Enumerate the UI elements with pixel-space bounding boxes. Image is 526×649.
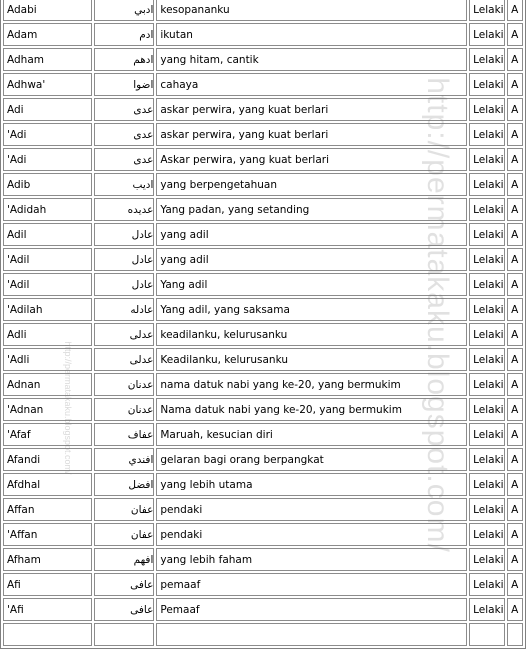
name-cell: Adam: [3, 23, 92, 46]
table-row: [3, 373, 523, 396]
table-row: [3, 498, 523, 521]
table-row: [3, 448, 523, 471]
arabic-name-cell: عادل: [94, 223, 154, 246]
name-cell: Afi: [3, 573, 92, 596]
meaning-cell: ikutan: [156, 23, 467, 46]
letter-cell: A: [507, 223, 523, 246]
table-row: [3, 398, 523, 421]
arabic-name-cell: عدلى: [94, 323, 154, 346]
name-cell: Afdhal: [3, 473, 92, 496]
table-row: [3, 173, 523, 196]
letter-cell: A: [507, 23, 523, 46]
meaning-cell: pendaki: [156, 498, 467, 521]
table-row: [3, 198, 523, 221]
table-row: [3, 223, 523, 246]
gender-cell: Lelaki: [469, 223, 505, 246]
table-row: [3, 23, 523, 46]
name-cell: Afandi: [3, 448, 92, 471]
name-cell: Adhwa': [3, 73, 92, 96]
arabic-name-cell: عادل: [94, 273, 154, 296]
table-row: [3, 123, 523, 146]
watermark-large: http://permatakaku.blogspot.com/: [421, 77, 454, 553]
name-cell: 'Adil: [3, 273, 92, 296]
table-row: [3, 523, 523, 546]
table-row: [3, 273, 523, 296]
meaning-cell: Keadilanku, kelurusanku: [156, 348, 467, 371]
meaning-cell: Pemaaf: [156, 598, 467, 621]
name-cell: Adil: [3, 223, 92, 246]
gender-cell: Lelaki: [469, 173, 505, 196]
table-row: [3, 423, 523, 446]
gender-cell: Lelaki: [469, 573, 505, 596]
gender-cell: Lelaki: [469, 373, 505, 396]
letter-cell: A: [507, 523, 523, 546]
meaning-cell: askar perwira, yang kuat berlari: [156, 98, 467, 121]
letter-cell: A: [507, 348, 523, 371]
meaning-cell: cahaya: [156, 73, 467, 96]
gender-cell: Lelaki: [469, 523, 505, 546]
meaning-cell: pemaaf: [156, 573, 467, 596]
meaning-cell: askar perwira, yang kuat berlari: [156, 123, 467, 146]
gender-cell: Lelaki: [469, 248, 505, 271]
watermark-small: http://permatakaku.blogspot.com/: [63, 341, 73, 475]
gender-cell: Lelaki: [469, 23, 505, 46]
meaning-cell: yang adil: [156, 248, 467, 271]
letter-cell: A: [507, 423, 523, 446]
table-row: [3, 473, 523, 496]
arabic-name-cell: ادهم: [94, 48, 154, 71]
gender-cell: Lelaki: [469, 473, 505, 496]
letter-cell: A: [507, 548, 523, 571]
name-cell: 'Afi: [3, 598, 92, 621]
gender-cell: Lelaki: [469, 198, 505, 221]
arabic-name-cell: عدنان: [94, 398, 154, 421]
table-row: [3, 48, 523, 71]
meaning-cell: yang hitam, cantik: [156, 48, 467, 71]
meaning-cell: Askar perwira, yang kuat berlari: [156, 148, 467, 171]
letter-cell: A: [507, 198, 523, 221]
arabic-name-cell: عدى: [94, 148, 154, 171]
gender-cell: Lelaki: [469, 398, 505, 421]
meaning-cell: [156, 623, 467, 646]
table-row: [3, 548, 523, 571]
letter-cell: A: [507, 323, 523, 346]
arabic-name-cell: عادله: [94, 298, 154, 321]
arabic-name-cell: عدنان: [94, 373, 154, 396]
meaning-cell: yang lebih utama: [156, 473, 467, 496]
gender-cell: [469, 623, 505, 646]
table-row: [3, 573, 523, 596]
arabic-name-cell: افضل: [94, 473, 154, 496]
name-cell: 'Adi: [3, 123, 92, 146]
gender-cell: Lelaki: [469, 73, 505, 96]
arabic-name-cell: عفان: [94, 523, 154, 546]
table-row: [3, 348, 523, 371]
meaning-cell: keadilanku, kelurusanku: [156, 323, 467, 346]
name-cell: 'Afaf: [3, 423, 92, 446]
arabic-name-cell: ادبي: [94, 0, 154, 21]
table-row: [3, 598, 523, 621]
letter-cell: A: [507, 248, 523, 271]
table-row: [3, 73, 523, 96]
name-cell: Adib: [3, 173, 92, 196]
gender-cell: Lelaki: [469, 48, 505, 71]
meaning-cell: kesopananku: [156, 0, 467, 21]
meaning-cell: Nama datuk nabi yang ke-20, yang bermukim: [156, 398, 467, 421]
gender-cell: Lelaki: [469, 598, 505, 621]
letter-cell: A: [507, 123, 523, 146]
meaning-cell: yang lebih faham: [156, 548, 467, 571]
arabic-name-cell: [94, 623, 154, 646]
letter-cell: A: [507, 273, 523, 296]
letter-cell: A: [507, 173, 523, 196]
letter-cell: A: [507, 498, 523, 521]
gender-cell: Lelaki: [469, 423, 505, 446]
meaning-cell: gelaran bagi orang berpangkat: [156, 448, 467, 471]
arabic-name-cell: عافى: [94, 598, 154, 621]
name-cell: Adi: [3, 98, 92, 121]
letter-cell: A: [507, 473, 523, 496]
meaning-cell: nama datuk nabi yang ke-20, yang bermukim: [156, 373, 467, 396]
name-cell: Adabi: [3, 0, 92, 21]
arabic-name-cell: عفاف: [94, 423, 154, 446]
table-row: [3, 0, 523, 21]
meaning-cell: Yang adil: [156, 273, 467, 296]
table-row: [3, 98, 523, 121]
name-cell: 'Adil: [3, 248, 92, 271]
letter-cell: A: [507, 98, 523, 121]
letter-cell: A: [507, 298, 523, 321]
meaning-cell: Yang padan, yang setanding: [156, 198, 467, 221]
letter-cell: A: [507, 448, 523, 471]
arabic-name-cell: عديده: [94, 198, 154, 221]
gender-cell: Lelaki: [469, 498, 505, 521]
table-row: [3, 323, 523, 346]
meaning-cell: Yang adil, yang saksama: [156, 298, 467, 321]
arabic-name-cell: اديب: [94, 173, 154, 196]
gender-cell: Lelaki: [469, 548, 505, 571]
gender-cell: Lelaki: [469, 98, 505, 121]
gender-cell: Lelaki: [469, 148, 505, 171]
table-row: [3, 298, 523, 321]
name-cell: 'Adnan: [3, 398, 92, 421]
gender-cell: Lelaki: [469, 348, 505, 371]
table-row: [3, 148, 523, 171]
name-cell: 'Adidah: [3, 198, 92, 221]
name-cell: 'Affan: [3, 523, 92, 546]
name-cell: Adnan: [3, 373, 92, 396]
meaning-cell: yang berpengetahuan: [156, 173, 467, 196]
meaning-cell: Maruah, kesucian diri: [156, 423, 467, 446]
name-cell: Affan: [3, 498, 92, 521]
arabic-name-cell: عدلى: [94, 348, 154, 371]
meaning-cell: pendaki: [156, 523, 467, 546]
arabic-name-cell: عدى: [94, 123, 154, 146]
name-cell: Adli: [3, 323, 92, 346]
table-row: [3, 623, 523, 646]
letter-cell: A: [507, 148, 523, 171]
letter-cell: A: [507, 573, 523, 596]
arabic-name-cell: اضوا: [94, 73, 154, 96]
name-cell: [3, 623, 92, 646]
letter-cell: A: [507, 373, 523, 396]
arabic-name-cell: ادم: [94, 23, 154, 46]
name-cell: Adham: [3, 48, 92, 71]
letter-cell: A: [507, 48, 523, 71]
name-cell: 'Adilah: [3, 298, 92, 321]
letter-cell: A: [507, 598, 523, 621]
name-cell: 'Adi: [3, 148, 92, 171]
arabic-name-cell: عادل: [94, 248, 154, 271]
gender-cell: Lelaki: [469, 298, 505, 321]
arabic-name-cell: عفان: [94, 498, 154, 521]
arabic-name-cell: عافى: [94, 573, 154, 596]
gender-cell: Lelaki: [469, 273, 505, 296]
arabic-name-cell: عدى: [94, 98, 154, 121]
name-cell: Afham: [3, 548, 92, 571]
letter-cell: A: [507, 73, 523, 96]
table-row: [3, 248, 523, 271]
letter-cell: A: [507, 398, 523, 421]
name-cell: 'Adli: [3, 348, 92, 371]
gender-cell: Lelaki: [469, 448, 505, 471]
meaning-cell: yang adil: [156, 223, 467, 246]
names-table-body: [3, 0, 523, 646]
gender-cell: Lelaki: [469, 0, 505, 21]
arabic-name-cell: افندي: [94, 448, 154, 471]
letter-cell: A: [507, 0, 523, 21]
gender-cell: Lelaki: [469, 323, 505, 346]
arabic-name-cell: افهم: [94, 548, 154, 571]
gender-cell: Lelaki: [469, 123, 505, 146]
letter-cell: [507, 623, 523, 646]
